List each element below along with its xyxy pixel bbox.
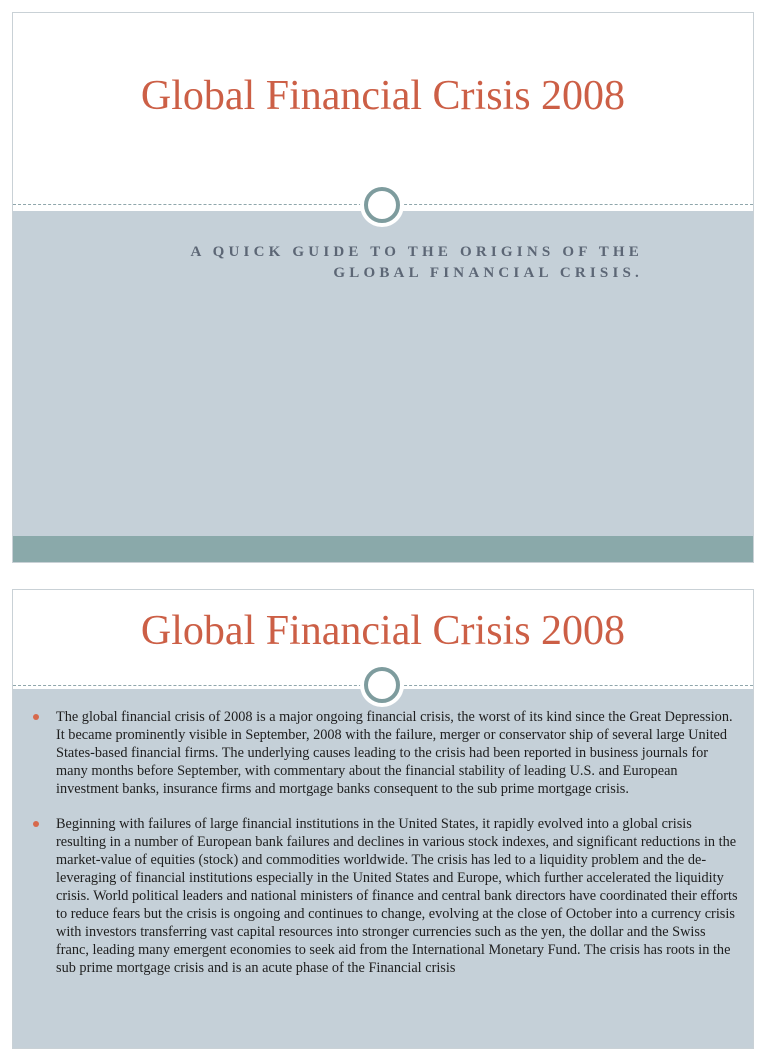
slide-2	[12, 589, 754, 1049]
bullet-text: The global financial crisis of 2008 is a major ongoing financial crisis, the worst of its kind since the Great Depression. It became prominently visible in September, 2008 with the failure, merger or conservator ship of several large United States-based financial firms. The underlying causes leading to the crisis had been reported in business journals for many months before September, with commentary about the financial stability of leading U.S. and European investment banks, insurance firms and mortgage banks consequent to the sub prime mortgage crisis.	[56, 709, 733, 797]
bullet-text: Beginning with failures of large financial institutions in the United States, it rapidly evolved into a global crisis resulting in a number of European bank failures and declines in various stock indexes, and significant reductions in the market-value of equities (stock) and commodities worldwide. The crisis has led to a liquidity problem and the de-leveraging of financial institutions especially in the United States and Europe, which further accelerated the liquidity crisis. World political leaders and national ministers of finance and central bank directors have coordinated their efforts to reduce fears but the crisis is ongoing and continues to change, evolving at the close of October into a currency crisis with investors transferring vast capital resources into stronger currencies such as the yen, the dollar and the Swiss franc, leading many emergent economies to seek aid from the International Monetary Fund. The crisis has roots in the sub prime mortgage crisis and is an acute phase of the Financial crisis	[56, 816, 738, 976]
circle-ornament-icon	[364, 667, 400, 703]
bullet-list	[31, 708, 739, 994]
list-item	[31, 708, 739, 798]
bullet-icon	[33, 714, 39, 720]
slide-title: Global Financial Crisis 2008	[140, 608, 626, 654]
slide-title: Global Financial Crisis 2008	[140, 73, 626, 119]
bullet-icon	[33, 821, 39, 827]
list-item	[31, 815, 739, 977]
slide-subtitle: A QUICK GUIDE TO THE ORIGINS OF THE GLOBAL FINANCIAL CRISIS.	[190, 244, 643, 281]
slide-1	[12, 12, 754, 563]
footer-band	[13, 536, 753, 562]
title-area	[13, 13, 753, 206]
circle-ornament-icon	[364, 187, 400, 223]
